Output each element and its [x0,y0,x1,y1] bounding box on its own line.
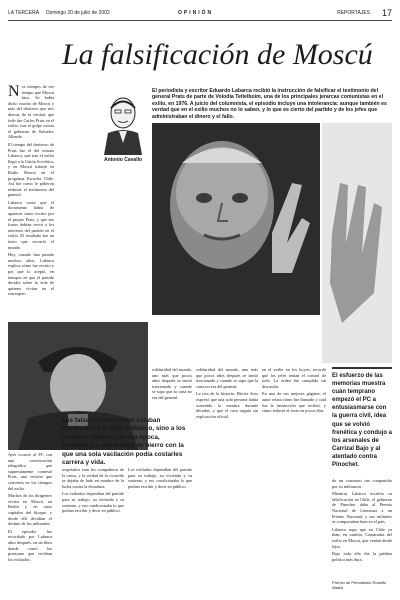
column-3 [62,467,124,595]
footer-note: Premio de Periodismo Rodolfo Walsh [332,580,387,590]
column-1-para: El tiempo del destierro de Prats fue el del mismo Labarca, que tras el exilio llegó a la Unión Soviética, y en Moscú trabajó en Radio Moscú en el programa Escucha Chile. Así fue como le pidieron redactar el testimonio del general. [8,141,54,198]
photo-side [322,123,392,363]
section-tag: REPORTAJES [337,10,370,16]
column-2-para: Muchos de los dirigentes vivían en Moscú, en Berlín y en otras capitales del bloque, y desde allí decidían el destino de los militantes. [8,493,52,527]
column-4-para: solidaridad del mundo, uno más que pocos años después se sintió traicionado y cuando se supo que la carta no era del general. [152,367,192,400]
column-5 [262,367,326,595]
issue-date: Domingo 20 de julio de 2003 [46,10,110,16]
byline-name: Antonio Cavallo [103,157,143,163]
column-2-para: Ayer ocurrió al PC con una conversación telegráfica que supuestamente contestó Prats, una versión que convenía en los tiempos del exilio. [8,452,52,491]
column-1-para: Hoy, cuando han pasado muchos años, Labarca explica cómo fue escrito y por qué lo aceptó, en tiempos en que el partido decidía sobre la vida de quienes vivían en el extranjero. [8,252,54,297]
column-1 [8,84,54,316]
column-3-para: respetados eran los compañeros de la causa, y la verdad de lo ocurrido se dejaba de lado en nombre de la lucha contra la dictadura. [62,467,124,489]
column-6-para: Bajo todo ello iba la palabra política más dura. [332,551,392,562]
top-rule [8,20,392,21]
column-6 [332,478,392,578]
column-6-para: de un consenso tan compartido por su militancia. [332,478,392,489]
column-1-para: Labarca contó que el documento había de aparecer como escrito por el propio Prats, y que sus frases debían servir a los intereses del partido en el exilio. El resultado fue un texto que recorrió el mundo. [8,199,54,250]
page-number: 17 [381,8,392,18]
column-6-para: Labarca supo que en Chile ya iban, en cambio, Camaradas del exilio en Moscú, que venían desde lejos. [332,526,392,549]
column-4-para: La risa de la historia. Héctor Soto expresó que una sola persona había sostenido la mentira durante décadas, y que el caso seguía sin explicación oficial. [196,391,258,419]
author-portrait [100,93,146,155]
column-2-para: El episodio fue recordado por Labarca años después, en un libro donde contó las presiones que recibían los exiliados. [8,528,52,562]
column-3-para: Los exiliados dependían del partido para su trabajo, su vivienda y su sustento, y eso condicionaba lo que podían escribir y decir en público. [62,491,124,514]
column-5-para: En una de sus mejores páginas, el autor relata cómo fue llamado y cuál fue la instrucción que recibió, y cómo redactó el texto en pocos días. [262,391,326,414]
column-3b [128,467,192,595]
pull-quote: El esfuerzo de las memorias muestra cuán temprano empezó el PC a entusiasmarse con la guerra civil, idea que se volvió frenética y condujo a los arsenales de Carrizal Bajo y al atentado contra Pinochet. [332,367,392,469]
section-label: OPINIÓN [178,10,214,16]
column-5-para: en el exilio en los hoyos, recordó que los jefes tenían el control de todo. La orden fue cumplida sin discusión. [262,367,326,389]
column-4-top [152,367,192,415]
paper-name: LA TERCERA [8,10,40,16]
photo-general-prats [152,123,320,315]
column-2 [8,452,52,594]
column-6-para: Mientras Labarca escribía su falsificación en Chile, el gobierno de Pinochet daba al Premio Nacional de Literatura a un Premio Nacional, y sus militares se comportaban bien en el país. [332,491,392,525]
masthead [8,10,392,18]
column-1-para: os tiempos de ese tiempo que Moscú hizo. Se había dicho mucho de Moscú y más del destierro que nos dieron, de la verdad, que todo fue Carlos Prats en el exilio, tras el golpe contra el gobierno de Salvador Allende. [8,84,54,140]
subhead: Las falsas memorias no estaban destinadas a la RDA o México, sino a los militares chilenos de esa época, sometidos a una lealtad de hierro con la que una sola vacilación podía costarles carrera y vida. [62,417,186,467]
deck: El periodista y escritor Eduardo Labarca recibió la instrucción de falsificar el testimonio del general Prats de parte de Volodia Teitelboim, una de los principales jerarcas comunistas en el exilio, en 1976. A juicio del columnista, el episodio incluye una intolerancia: aunque también es verdad que en el exilio muchos no lo saben, y lo que es cierto del partido y de los jefes que administraban el dinero y el fallo. [152,88,387,120]
column-4 [196,367,258,595]
column-3b-para: Los exiliados dependían del partido para su trabajo, su vivienda y su sustento, y eso condicionaba lo que podían escribir y decir en público. [128,467,192,489]
drop-cap: N [8,84,20,100]
column-4-para: solidaridad del mundo, uno más que pocos años después se sintió traicionado y cuando se supo que la carta no era del general. [196,367,258,389]
headline: La falsificación de Moscú [62,38,373,71]
